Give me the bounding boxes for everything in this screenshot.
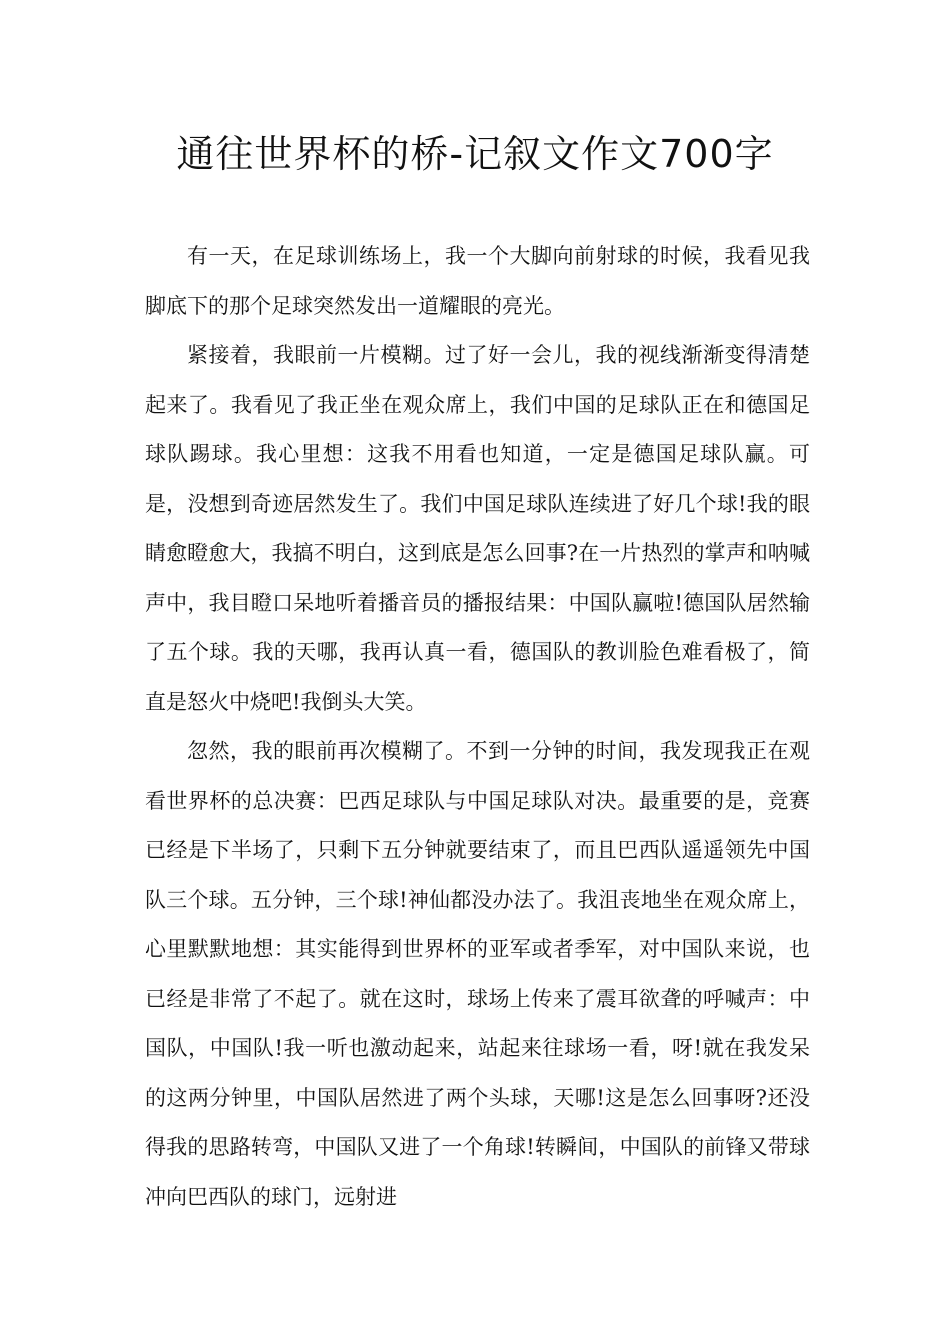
- document-body: [145, 232, 810, 1222]
- paragraph-1: 有一天，在足球训练场上，我一个大脚向前射球的时候，我看见我脚底下的那个足球突然发出一道耀眼的亮光。: [145, 244, 810, 318]
- paragraph-3: 忽然，我的眼前再次模糊了。不到一分钟的时间，我发现我正在观看世界杯的总决赛：巴西足球队与中国足球队对决。最重要的是，竞赛已经是下半场了，只剩下五分钟就要结束了，而且巴西队遥遥领先中国队三个球。五分钟，三个球!神仙都没办法了。我沮丧地坐在观众席上，心里默默地想：其实能得到世界杯的亚军或者季军，对中国队来说，也已经是非常了不起了。就在这时，球场上传来了震耳欲聋的呼喊声：中国队，中国队!我一听也激动起来，站起来往球场一看，呀!就在我发呆的这两分钟里，中国队居然进了两个头球，天哪!这是怎么回事呀?还没得我的思路转弯，中国队又进了一个角球!转瞬间，中国队的前锋又带球冲向巴西队的球门，远射进: [145, 739, 810, 1209]
- paragraph-2: 紧接着，我眼前一片模糊。过了好一会儿，我的视线渐渐变得清楚起来了。我看见了我正坐在观众席上，我们中国的足球队正在和德国足球队踢球。我心里想：这我不用看也知道，一定是德国足球队赢。可是，没想到奇迹居然发生了。我们中国足球队连续进了好几个球!我的眼睛愈瞪愈大，我搞不明白，这到底是怎么回事?在一片热烈的掌声和呐喊声中，我目瞪口呆地听着播音员的播报结果：中国队赢啦!德国队居然输了五个球。我的天哪，我再认真一看，德国队的教训脸色难看极了，简直是怒火中烧吧!我倒头大笑。: [145, 343, 810, 714]
- document-title: 通往世界杯的桥-记叙文作文700字: [176, 132, 774, 176]
